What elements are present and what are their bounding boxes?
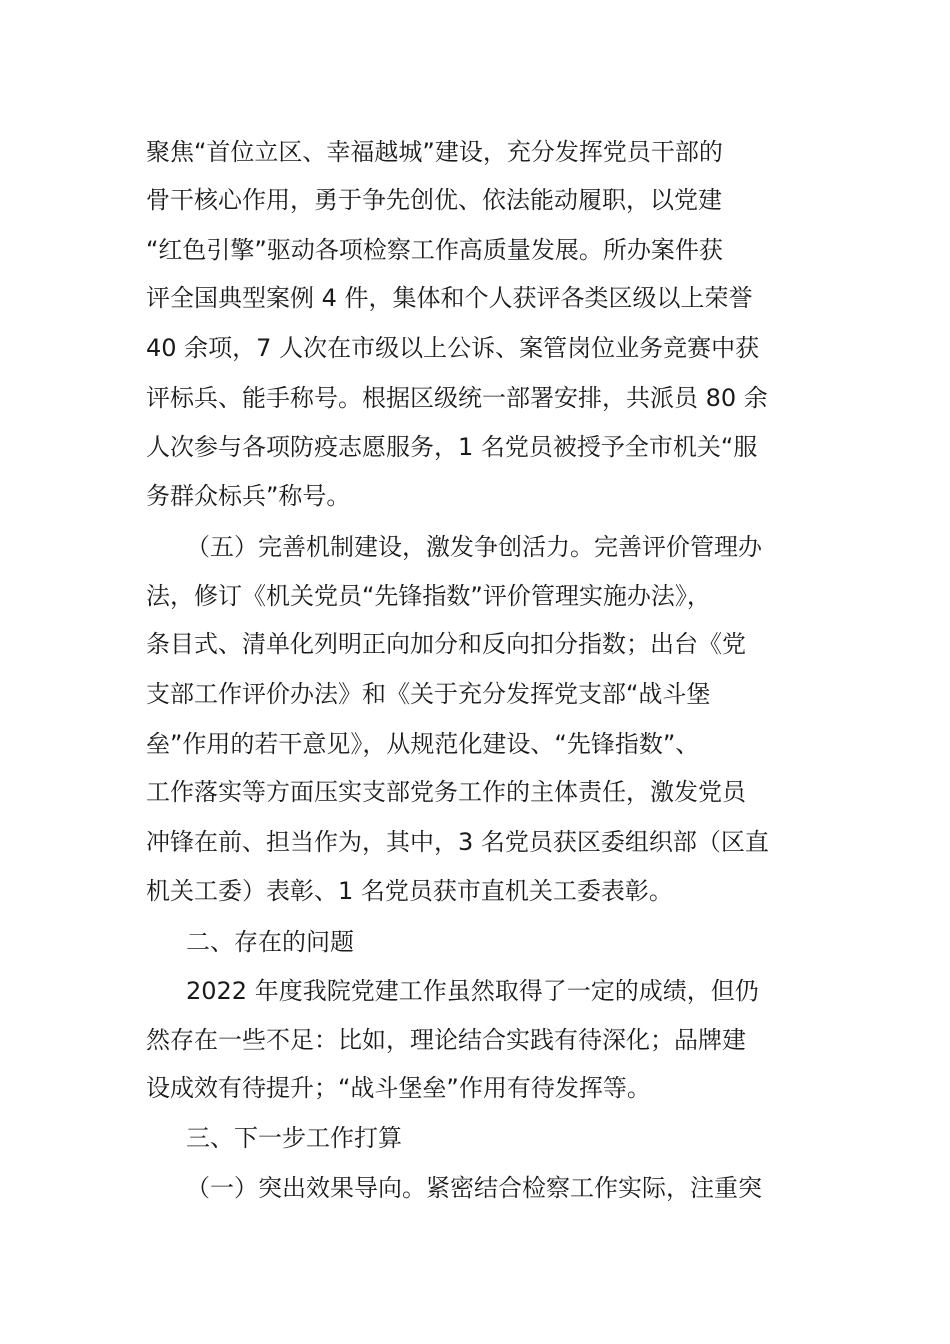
section-heading: 三、下一步工作打算 [186, 1124, 402, 1152]
text-line: 务群众标兵”称号。 [146, 482, 351, 510]
text-line: 骨干核心作用，勇于争先创优、依法能动履职，以党建 [146, 186, 722, 214]
text-line: 法，修订《机关党员“先锋指数”评价管理实施办法》， [146, 582, 711, 610]
paragraph-first-line: （一）突出效果导向。紧密结合检察工作实际，注重突 [186, 1174, 762, 1202]
section-heading: 二、存在的问题 [186, 928, 354, 956]
text-line: 垒”作用的若干意见》，从规范化建设、“先锋指数”、 [146, 730, 700, 758]
paragraph-first-line: （五）完善机制建设，激发争创活力。完善评价管理办 [186, 533, 762, 561]
text-line: 冲锋在前、担当作为，其中，3 名党员获区委组织部（区直 [146, 828, 769, 856]
text-line: 聚焦“首位立区、幸福越城”建设，充分发挥党员干部的 [146, 138, 723, 166]
paragraph-first-line: 2022 年度我院党建工作虽然取得了一定的成绩，但仍 [186, 977, 759, 1005]
text-line: 40 余项，7 人次在市级以上公诉、案管岗位业务竞赛中获 [146, 334, 760, 362]
text-line: 设成效有待提升；“战斗堡垒”作用有待发挥等。 [146, 1074, 651, 1102]
text-line: 支部工作评价办法》和《关于充分发挥党支部“战斗堡 [146, 680, 711, 708]
text-line: 条目式、清单化列明正向加分和反向扣分指数；出台《党 [146, 630, 746, 658]
text-line: 人次参与各项防疫志愿服务，1 名党员被授予全市机关“服 [146, 433, 758, 461]
text-line: 工作落实等方面压实支部党务工作的主体责任，激发党员 [146, 778, 746, 806]
text-line: 然存在一些不足：比如，理论结合实践有待深化；品牌建 [146, 1026, 746, 1054]
text-line: 机关工委）表彰、1 名党员获市直机关工委表彰。 [146, 877, 673, 905]
text-line: 评全国典型案例 4 件，集体和个人获评各类区级以上荣誉 [146, 284, 753, 312]
text-line: 评标兵、能手称号。根据区级统一部署安排，共派员 80 余 [146, 384, 768, 412]
text-line: “红色引擎”驱动各项检察工作高质量发展。所办案件获 [146, 236, 723, 264]
